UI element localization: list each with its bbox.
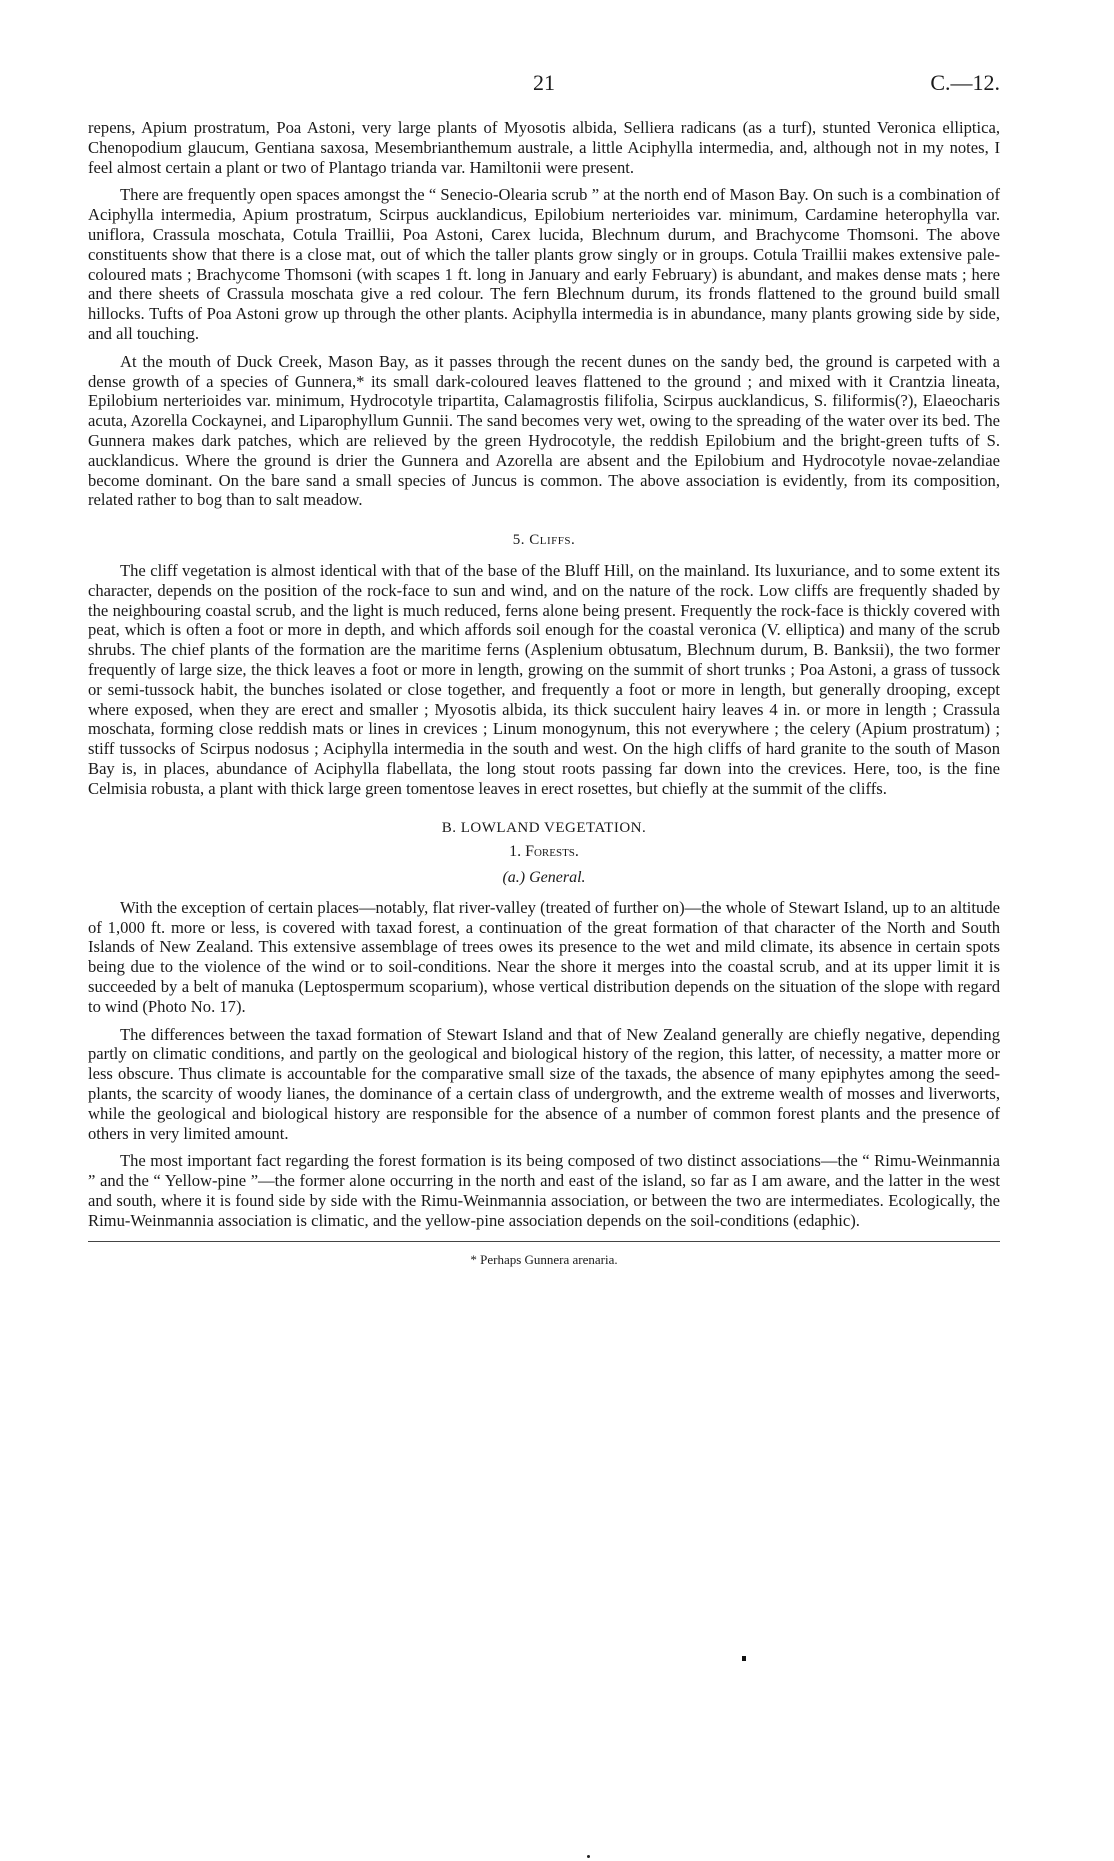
paragraph-4: The cliff vegetation is almost identical with that of the base of the Bluff Hill, on the mainland. Its luxuriance, and to some extent its character, depends on the position of the rock-face to sun and wind, and on the nature of the rock. Low cliffs are frequently shaded by the neighbouring coastal scrub, and the light is much reduced, ferns alone being present. Frequently the rock-face is thickly covered with peat, which is often a foot or more in depth, and which affords soil enough for the coastal veronica (V. elliptica) and many of the scrub shrubs. The chief plants of the formation are the maritime ferns (Asplenium obtusatum, Blechnum durum, B. Banksii), the two former frequently of large size, the thick leaves a foot or more in length, growing on the summit of short trunks ; Poa Astoni, a grass of tussock or semi-tussock habit, the bunches isolated or close together, and frequently a foot or more in length, but generally drooping, except where exposed, when they are erect and smaller ; Myosotis albida, its thick succulent hairy leaves 4 in. or more in length ; Crassula moschata, forming close reddish mats or lines in crevices ; Linum monogynum, this not everywhere ; the celery (Apium prostratum) ; stiff tussocks of Scirpus nodosus ; Aciphylla intermedia in the south and west. On the high cliffs of hard granite to the south of Mason Bay is, in places, abundance of Aciphylla flabellata, the long stout roots passing far down into the crevices. Here, too, is the fine Celmisia robusta, a plant with thick large green tomentose leaves in erect rosettes, but chiefly at the summit of the cliffs. — [88, 560, 1000, 798]
page-dot — [587, 1855, 590, 1858]
paragraph-7: The most important fact regarding the forest formation is its being composed of two distinct associations—the “ Rimu-Weinmannia ” and the “ Yellow-pine ”—the former alone occurring in the north and east of the island, so far as I am aware, and the latter in the west and south, where it is found side by side with the Rimu-Weinmannia association, or between the two are intermediates. Ecologically, the Rimu-Weinmannia association is climatic, and the yellow-pine association depends on the soil-conditions (edaphic). — [88, 1151, 1000, 1230]
footnote-divider — [88, 1241, 1000, 1242]
body-text — [88, 118, 1000, 1269]
print-mark — [742, 1656, 746, 1661]
section-heading-lowland: B. LOWLAND VEGETATION. — [441, 819, 647, 836]
footnote: * Perhaps Gunnera arenaria. — [470, 1251, 618, 1267]
section-heading-cliffs: 5. Cliffs. — [512, 532, 576, 549]
paragraph-5: With the exception of certain places—notably, flat river-valley (treated of further on)—the whole of Stewart Island, up to an altitude of 1,000 ft. more or less, is covered with taxad forest, a continuation of the great formation of that character of the North and South Islands of New Zealand. This extensive assemblage of trees owes its presence to the wet and mild climate, its absence in certain spots being due to the violence of the wind or to soil-conditions. Near the shore it merges into the coastal scrub, and at its upper limit it is succeeded by a belt of manuka (Leptospermum scoparium), whose vertical distribution depends on the situation of the slope with regard to wind (Photo No. 17). — [88, 897, 1000, 1016]
page-header — [88, 70, 1000, 100]
document-reference: C.—12. — [930, 70, 1000, 95]
paragraph-6: The differences between the taxad formation of Stewart Island and that of New Zealand generally are chiefly negative, depending partly on climatic conditions, and partly on the geological and biological history of the region, this latter, of necessity, a matter more or less obscure. Thus climate is accountable for the comparative small size of the taxads, the absence of many epiphytes among the seed-plants, the scarcity of woody lianes, the dominance of a certain class of undergrowth, and the extreme wealth of mosses and liverworts, while the geological and biological history are responsible for the absence of a number of common forest plants and the presence of others in very limited amount. — [88, 1024, 1000, 1143]
paragraph-2: There are frequently open spaces amongst the “ Senecio-Olearia scrub ” at the north end of Mason Bay. On such is a combination of Aciphylla intermedia, Apium prostratum, Scirpus aucklandicus, Epilobium nerterioides var. minimum, Cardamine heterophylla var. uniflora, Crassula moschata, Cotula Traillii, Poa Astoni, Carex lucida, Blechnum durum, and Brachycome Thomsoni. The above constituents show that there is a close mat, out of which the taller plants grow singly or in groups. Cotula Traillii makes extensive pale-coloured mats ; Brachycome Thomsoni (with scapes 1 ft. long in January and early February) is abundant, and makes dense mats ; here and there sheets of Crassula moschata give a red colour. The fern Blechnum durum, its fronds flattened to the ground build small hillocks. Tufts of Poa Astoni grow up through the other plants. Aciphylla intermedia is in abundance, many plants growing side by side, and all touching. — [88, 185, 1000, 343]
page-number: 21 — [533, 70, 555, 95]
section-heading-general: (a.) General. — [502, 869, 586, 887]
section-heading-forests: 1. Forests. — [509, 843, 579, 861]
paragraph-1: repens, Apium prostratum, Poa Astoni, very large plants of Myosotis albida, Selliera radicans (as a turf), stunted Veronica elliptica, Chenopodium glaucum, Gentiana saxosa, Mesembrianthemum australe, a little Aciphylla intermedia, and, although not in my notes, I feel almost certain a plant or two of Plantago trianda var. Hamiltonii were present. — [88, 118, 1000, 177]
paragraph-3: At the mouth of Duck Creek, Mason Bay, as it passes through the recent dunes on the sandy bed, the ground is carpeted with a dense growth of a species of Gunnera,* its small dark-coloured leaves flattened to the ground ; and mixed with it Crantzia lineata, Epilobium nerterioides var. minimum, Hydrocotyle tripartita, Calamagrostis filifolia, Scirpus aucklandicus, S. filiformis(?), Elaeocharis acuta, Azorella Cockaynei, and Liparophyllum Gunnii. The sand becomes very wet, owing to the spreading of the water over its bed. The Gunnera makes dark patches, which are relieved by the green Hydrocotyle, the reddish Epilobium and the bright-green tufts of S. aucklandicus. Where the ground is drier the Gunnera and Azorella are absent and the Epilobium and Hydrocotyle novae-zelandiae become dominant. On the bare sand a small species of Juncus is common. The above association is evidently, from its composition, related rather to bog than to salt meadow. — [88, 351, 1000, 510]
